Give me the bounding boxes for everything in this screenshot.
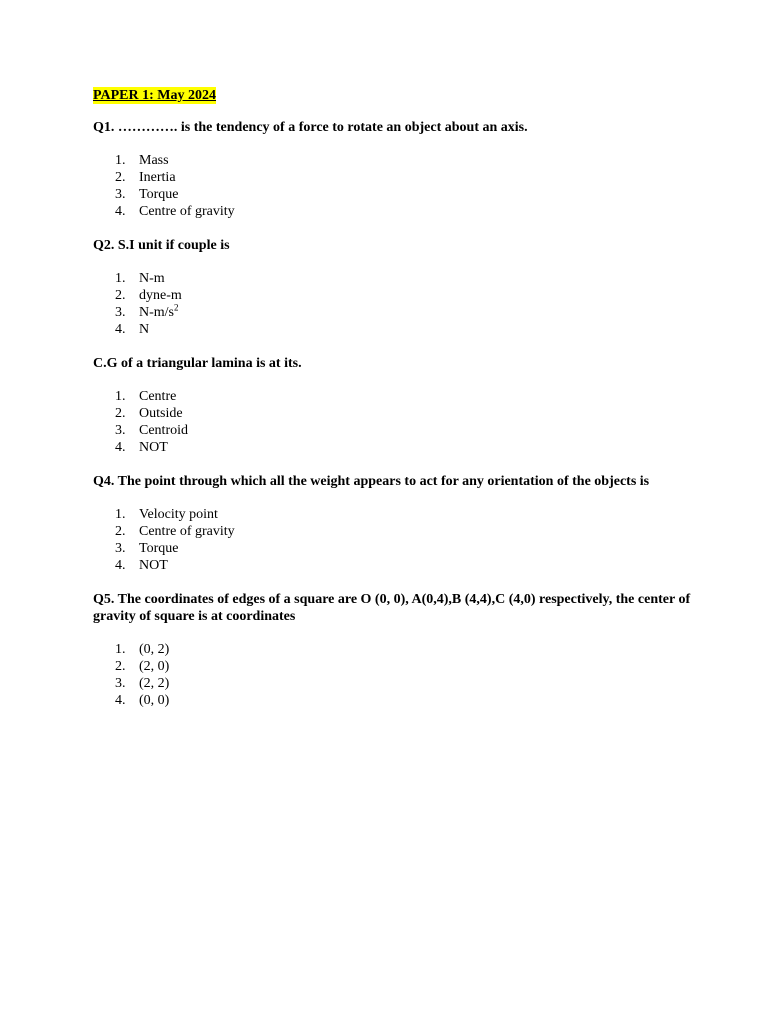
option-number: 3. [115,676,126,691]
option [93,675,693,692]
option-number: 4. [115,322,126,337]
option [93,523,693,540]
option [93,304,693,321]
option-text: N-m/s [139,305,174,320]
option [93,506,693,523]
option [93,287,693,304]
question-1: Q1. …………. is the tendency of a force to rotate an object about an axis. [93,120,528,135]
option-text: Centre [139,389,177,404]
option-text: Centroid [139,423,188,438]
option-text: Torque [139,187,179,202]
option-superscript: 2 [174,302,179,313]
paper-title: PAPER 1: May 2024 [93,88,216,103]
option-number: 4. [115,440,126,455]
option [93,658,693,675]
option-number: 3. [115,423,126,438]
option [93,439,693,456]
question-4-options [93,506,693,574]
option [93,321,693,338]
question-3: C.G of a triangular lamina is at its. [93,356,302,371]
option [93,169,693,186]
question-3-options [93,388,693,456]
option [93,203,693,220]
option-text: N [139,322,150,337]
option-number: 2. [115,524,126,539]
option-text: (2, 2) [139,676,170,691]
question-1-options [93,152,693,220]
option-text: Centre of gravity [139,524,235,539]
option-text: N-m [139,271,165,286]
option-number: 4. [115,558,126,573]
option-text: dyne-m [139,288,182,303]
option-number: 2. [115,659,126,674]
option [93,186,693,203]
option-text: (2, 0) [139,659,170,674]
option-number: 1. [115,271,126,286]
option-number: 3. [115,305,126,320]
option-number: 2. [115,406,126,421]
option-number: 4. [115,693,126,708]
option-number: 4. [115,204,126,219]
option-text: Mass [139,153,169,168]
option-number: 1. [115,389,126,404]
option [93,388,693,405]
document-page [93,86,693,726]
question-4: Q4. The point through which all the weight appears to act for any orientation of the objects is [93,474,650,489]
option [93,422,693,439]
option [93,692,693,709]
option-text: NOT [139,558,168,573]
question-2: Q2. S.I unit if couple is [93,238,230,253]
option-text: Velocity point [139,507,218,522]
option-text-with-superscript [139,304,179,321]
question-5-options [93,641,693,709]
question-2-options [93,270,693,338]
option-number: 3. [115,541,126,556]
option-text: Outside [139,406,183,421]
option [93,641,693,658]
option-number: 2. [115,170,126,185]
option [93,152,693,169]
option [93,270,693,287]
option-text: (0, 0) [139,693,170,708]
option-text: Centre of gravity [139,204,235,219]
question-5: Q5. The coordinates of edges of a square are O (0, 0), A(0,4),B (4,4),C (4,0) respectively, the center of gravity of square is at coordinates [93,592,691,624]
option-text: NOT [139,440,168,455]
option-number: 1. [115,642,126,657]
option-text: Torque [139,541,179,556]
option-number: 1. [115,507,126,522]
option [93,540,693,557]
option [93,557,693,574]
option [93,405,693,422]
option-text: (0, 2) [139,642,170,657]
option-number: 3. [115,187,126,202]
option-text: Inertia [139,170,176,185]
option-number: 2. [115,288,126,303]
option-number: 1. [115,153,126,168]
